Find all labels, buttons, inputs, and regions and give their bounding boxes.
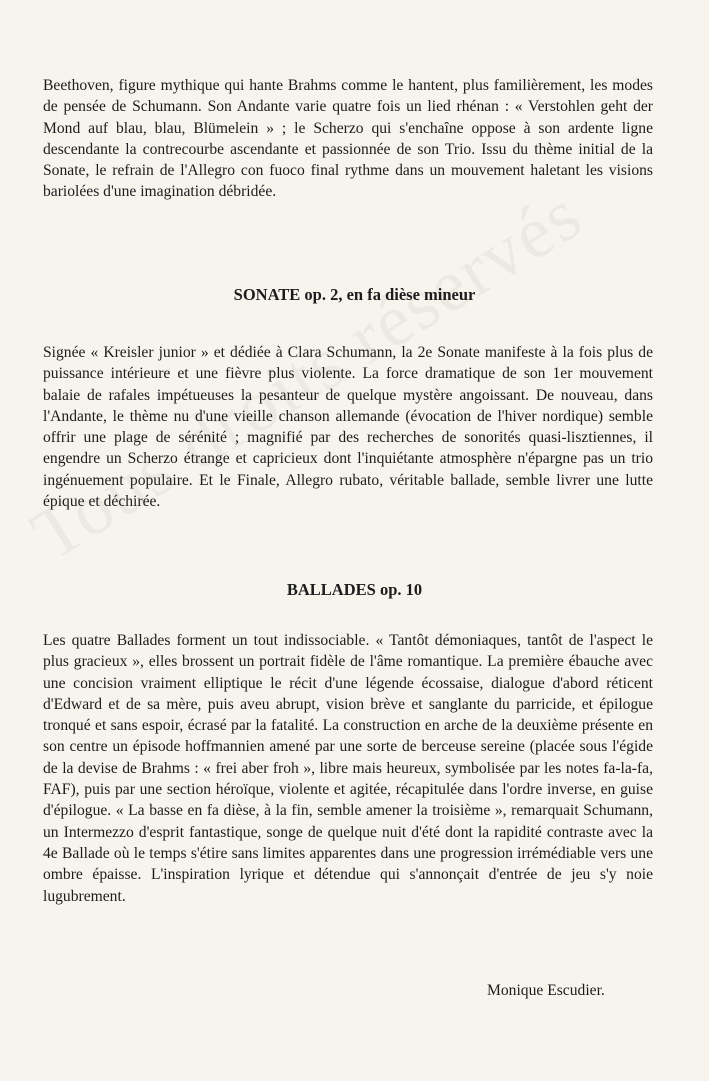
paragraph-2: Signée « Kreisler junior » et dédiée à Clara Schumann, la 2e Sonate manifeste à la fois plus de puissance intérieure et une fièvre plus violente. La force dramatique de son 1er mouvement balaie de rafales impétueuses la pesanteur de quelque mystère angoissant. De nouveau, dans l'Andante, le thème nu d'une vieille chanson allemande (évocation de l'hiver nordique) semble offrir une plage de sérénité ; magnifié par des recherches de sonorités quasi-lisztiennes, il engendre un Scherzo étrange et capricieux dont l'inquiétante atmosphère n'épargne pas un trio ingénuement populaire. Et le Finale, Allegro rubato, véritable ballade, semble livrer une lutte épique et déchirée.	[43, 344, 653, 511]
heading-sonate: SONATE op. 2, en fa dièse mineur	[233, 285, 476, 304]
paragraph-3: Les quatre Ballades forment un tout indissociable. « Tantôt démoniaques, tantôt de l'aspect le plus gracieux », elles brossent un portrait fidèle de l'âme romantique. La première ébauche avec une concision vraiment elliptique le récit d'une légende écossaise, dialogue d'abord réticent d'Edward et de sa mère, puis aveu abrupt, vision brève et sanglante du parricide, et épilogue tronqué et sans espoir, écrasé par la fatalité. La construction en arche de la deuxième présente en son centre un épisode hoffmannien amené par une sorte de berceuse sereine (placée sous l'égide de la devise de Brahms : « frei aber froh », libre mais heureux, symbolisée par les notes fa-la-fa, FAF), puis par une section héroïque, violente et agitée, récapitulée dans l'ordre inverse, en guise d'épilogue. « La basse en fa dièse, à la fin, semble amener la troisième », remarquait Schumann, un Intermezzo d'esprit fantastique, songe de quelque nuit d'été dont la rapidité contraste avec la 4e Ballade où le temps s'étire sans limites apparentes dans une progression irrémédiable vers une ombre épaisse. L'inspiration lyrique et détendue qui s'annonçait d'entrée de jeu s'y noie lugubrement.	[43, 632, 653, 905]
heading-ballades: BALLADES op. 10	[286, 580, 423, 599]
signature: Monique Escudier.	[487, 982, 605, 999]
paragraph-1: Beethoven, figure mythique qui hante Brahms comme le hantent, plus familièrement, les modes de pensée de Schumann. Son Andante varie quatre fois un lied rhénan : « Verstohlen geht der Mond auf blau, blau, Blümelein » ; le Scherzo qui s'enchaîne oppose à son ardente ligne descendante la contrecourbe ascendante et passionnée de son Trio. Issu du thème initial de la Sonate, le refrain de l'Allegro con fuoco final rythme dans un mouvement haletant les visions bariolées d'une imagination débridée.	[43, 77, 653, 201]
